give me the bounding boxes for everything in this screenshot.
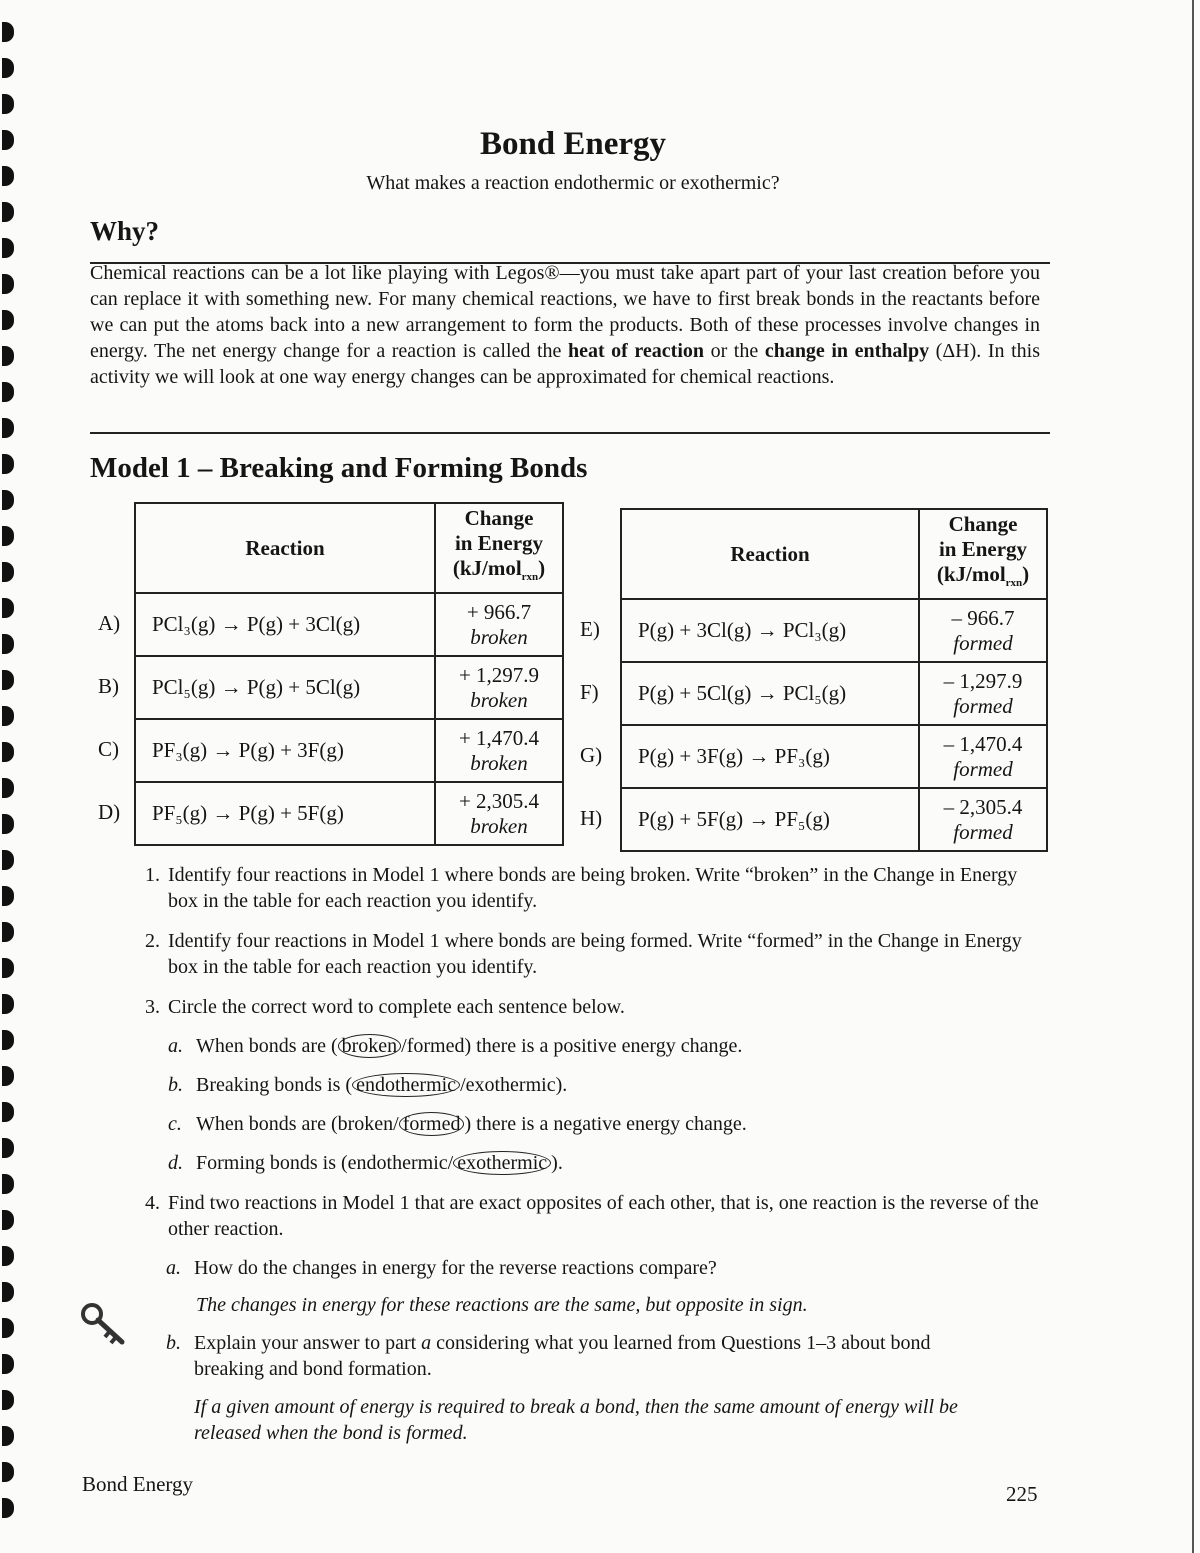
- handwritten-mark: broken: [470, 687, 528, 712]
- reaction-label: G): [580, 742, 603, 767]
- energy-change-cell[interactable]: [919, 662, 1047, 725]
- reaction-equation: P(g) + 5F(g) → PF₅(g): [621, 788, 919, 851]
- divider: [90, 432, 1050, 434]
- energy-change-cell[interactable]: [919, 788, 1047, 851]
- binder-hole: [2, 490, 14, 510]
- reaction-label: A): [98, 610, 121, 635]
- reaction-equation: PF₃(g) → P(g) + 3F(g): [135, 719, 435, 782]
- circled-answer[interactable]: exothermic: [453, 1151, 551, 1175]
- handwritten-mark: formed: [953, 819, 1013, 844]
- binder-hole: [2, 1462, 14, 1482]
- binder-hole: [2, 922, 14, 942]
- binder-hole: [2, 1102, 14, 1122]
- binder-hole: [2, 562, 14, 582]
- binder-hole: [2, 1246, 14, 1266]
- binder-hole: [2, 670, 14, 690]
- table-row: [135, 719, 563, 782]
- energy-value: + 1,297.9: [458, 662, 540, 687]
- reaction-table-left: [134, 502, 564, 846]
- binder-hole: [2, 634, 14, 654]
- binder-hole: [2, 58, 14, 78]
- col-reaction-header: Reaction: [135, 503, 435, 593]
- energy-value: – 966.7: [951, 605, 1015, 630]
- table-row: [621, 599, 1047, 662]
- binder-hole: [2, 22, 14, 42]
- binder-hole: [2, 454, 14, 474]
- reaction-equation: PCl₃(g) → P(g) + 3Cl(g): [135, 593, 435, 656]
- energy-change-cell[interactable]: [435, 782, 563, 845]
- key-icon: [80, 1302, 128, 1348]
- binder-hole: [2, 1030, 14, 1050]
- binder-hole: [2, 706, 14, 726]
- binder-hole: [2, 778, 14, 798]
- col-change-header: Change in Energy (kJ/mol$_{rxn}$): [435, 503, 563, 593]
- energy-value: – 2,305.4: [943, 794, 1023, 819]
- binder-hole: [2, 598, 14, 618]
- table-row: [135, 593, 563, 656]
- binder-hole: [2, 1390, 14, 1410]
- energy-value: – 1,470.4: [943, 731, 1023, 756]
- model-heading: Model 1 – Breaking and Forming Bonds: [90, 452, 588, 484]
- page-title: Bond Energy: [479, 126, 667, 162]
- col-reaction-header: Reaction: [621, 509, 919, 599]
- energy-change-cell[interactable]: [919, 725, 1047, 788]
- handwritten-mark: broken: [470, 750, 528, 775]
- circled-answer[interactable]: formed: [399, 1112, 465, 1136]
- table-row: [135, 656, 563, 719]
- energy-value: – 1,297.9: [943, 668, 1023, 693]
- table-row: [621, 662, 1047, 725]
- energy-change-cell[interactable]: [435, 593, 563, 656]
- table-row: [621, 725, 1047, 788]
- binder-hole: [2, 346, 14, 366]
- reaction-label: B): [98, 673, 119, 698]
- answer-4b: If a given amount of energy is required to break a bond, then the same amount of energy will be released when the bond is formed.: [194, 1396, 958, 1444]
- why-paragraph: Chemical reactions can be a lot like playing with Legos®—you must take apart part of your last creation before you can replace it with something new. For many chemical reactions, we have to first break bonds in the reactants before we can put the atoms back into a new arrangement to form the products. Both of these processes involve changes in energy. The net energy change for a reaction is called the heat of reaction or the change in enthalpy (ΔH). In this activity we will look at one way energy changes can be approximated for chemical reactions.: [90, 262, 1040, 388]
- binder-hole: [2, 238, 14, 258]
- page-edge: [1192, 0, 1194, 1553]
- reaction-table-right: [620, 508, 1048, 852]
- binder-hole: [2, 1426, 14, 1446]
- reaction-label: H): [580, 805, 603, 830]
- binder-holes: [2, 22, 24, 1542]
- why-heading: Why?: [90, 216, 160, 246]
- handwritten-mark: broken: [470, 624, 528, 649]
- binder-hole: [2, 1354, 14, 1374]
- reaction-equation: P(g) + 5Cl(g) → PCl₅(g): [621, 662, 919, 725]
- handwritten-mark: broken: [470, 813, 528, 838]
- binder-hole: [2, 418, 14, 438]
- reaction-equation: P(g) + 3F(g) → PF₃(g): [621, 725, 919, 788]
- binder-hole: [2, 958, 14, 978]
- binder-hole: [2, 814, 14, 834]
- energy-change-cell[interactable]: [919, 599, 1047, 662]
- binder-hole: [2, 994, 14, 1014]
- binder-hole: [2, 742, 14, 762]
- circled-answer[interactable]: broken: [338, 1034, 402, 1058]
- binder-hole: [2, 526, 14, 546]
- col-change-header: Change in Energy (kJ/mol$_{rxn}$): [919, 509, 1047, 599]
- handwritten-mark: formed: [953, 693, 1013, 718]
- handwritten-mark: formed: [953, 756, 1013, 781]
- binder-hole: [2, 1066, 14, 1086]
- energy-change-cell[interactable]: [435, 656, 563, 719]
- energy-value: + 2,305.4: [458, 788, 540, 813]
- answer-4a: The changes in energy for these reactions are the same, but opposite in sign.: [196, 1294, 808, 1316]
- binder-hole: [2, 382, 14, 402]
- binder-hole: [2, 202, 14, 222]
- reaction-label: F): [580, 679, 599, 704]
- binder-hole: [2, 94, 14, 114]
- binder-hole: [2, 1174, 14, 1194]
- binder-hole: [2, 310, 14, 330]
- energy-value: + 966.7: [466, 599, 532, 624]
- reaction-equation: PF₅(g) → P(g) + 5F(g): [135, 782, 435, 845]
- table-row: [621, 788, 1047, 851]
- handwritten-mark: formed: [953, 630, 1013, 655]
- energy-value: + 1,470.4: [458, 725, 540, 750]
- binder-hole: [2, 886, 14, 906]
- binder-hole: [2, 1498, 14, 1518]
- reaction-equation: PCl₅(g) → P(g) + 5Cl(g): [135, 656, 435, 719]
- binder-hole: [2, 1210, 14, 1230]
- page-subtitle: What makes a reaction endothermic or exothermic?: [366, 172, 780, 194]
- reaction-label: C): [98, 736, 119, 761]
- reaction-equation: P(g) + 3Cl(g) → PCl₃(g): [621, 599, 919, 662]
- binder-hole: [2, 1138, 14, 1158]
- binder-hole: [2, 1282, 14, 1302]
- reaction-label: E): [580, 616, 600, 641]
- circled-answer[interactable]: endothermic: [352, 1073, 460, 1097]
- binder-hole: [2, 1318, 14, 1338]
- reaction-label: D): [98, 799, 121, 824]
- binder-hole: [2, 850, 14, 870]
- footer-title: Bond Energy: [82, 1472, 194, 1496]
- table-row: [135, 782, 563, 845]
- energy-change-cell[interactable]: [435, 719, 563, 782]
- page-number: 225: [1006, 1482, 1038, 1506]
- binder-hole: [2, 274, 14, 294]
